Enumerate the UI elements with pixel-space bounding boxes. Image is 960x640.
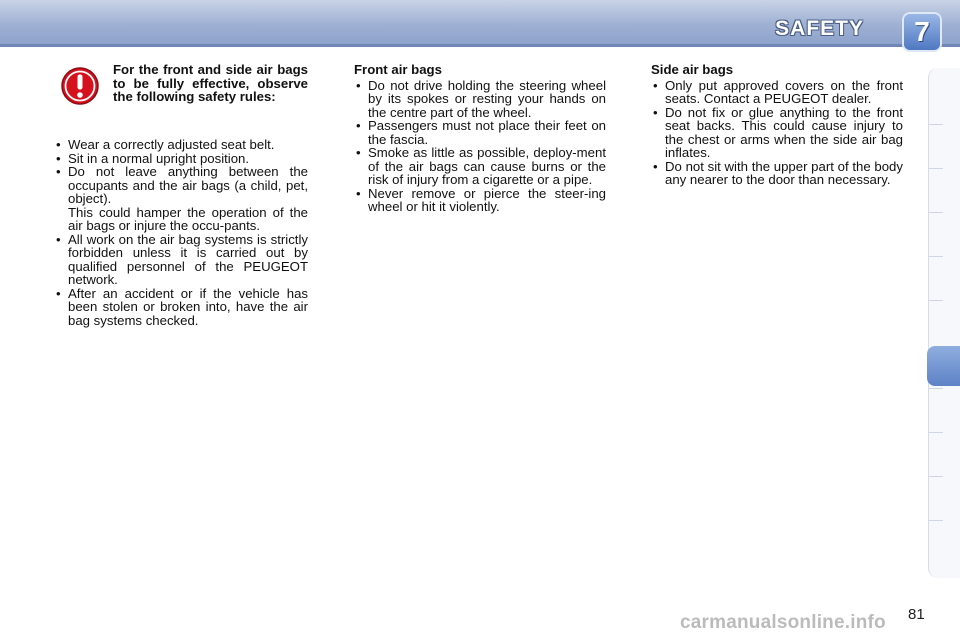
tab-divider: [929, 256, 943, 257]
safety-intro: For the front and side air bags to be fully effective, observe the following safety rules:: [113, 62, 308, 104]
tab-divider: [929, 124, 943, 125]
tab-divider: [929, 388, 943, 389]
tab-divider: [929, 432, 943, 433]
list-item: • Sit in a normal upright position.: [54, 152, 308, 166]
front-air-bags-column: [354, 63, 606, 214]
watermark: carmanualsonline.info: [680, 612, 886, 633]
tab-divider: [929, 476, 943, 477]
list-item: • Never remove or pierce the steer-ing wheel or hit it violently.: [354, 187, 606, 214]
page-title: SAFETY: [775, 17, 864, 40]
tab-divider: [929, 300, 943, 301]
general-rules-list: [54, 138, 308, 327]
list-item: • Do not fix or glue anything to the front seat backs. This could cause injury to the chest or arms when the side air bag inflates.: [651, 106, 903, 160]
list-item: • Smoke as little as possible, deploy-ment of the air bags can cause burns or the risk of injury from a cigarette or a pipe.: [354, 146, 606, 187]
list-item: • Do not leave anything between the occupants and the air bags (a child, pet, object). This could hamper the operation of the air bags or injure the occu-pants.: [54, 165, 308, 233]
list-item: • Only put approved covers on the front seats. Contact a PEUGEOT dealer.: [651, 79, 903, 106]
front-air-bags-list: [354, 79, 606, 214]
side-air-bags-column: [651, 63, 903, 187]
list-item: • Do not sit with the upper part of the body any nearer to the door than necessary.: [651, 160, 903, 187]
list-item: • Wear a correctly adjusted seat belt.: [54, 138, 308, 152]
exclamation-icon: [60, 66, 100, 106]
tab-divider: [929, 520, 943, 521]
chapter-tabs: [928, 68, 960, 578]
chapter-tab-active[interactable]: [927, 346, 960, 386]
list-item: • After an accident or if the vehicle has been stolen or broken into, have the air bag systems checked.: [54, 287, 308, 328]
general-rules-column: [54, 138, 308, 327]
rule-note: This could hamper the operation of the air bags or injure the occu-pants.: [68, 204, 308, 233]
side-air-bags-list: [651, 79, 903, 187]
list-item: • All work on the air bag systems is strictly forbidden unless it is carried out by qualified personnel of the PEUGEOT network.: [54, 233, 308, 287]
page-number: 81: [908, 606, 925, 623]
side-air-bags-heading: Side air bags: [651, 62, 734, 77]
tab-divider: [929, 168, 943, 169]
chapter-badge: 7: [904, 14, 940, 50]
tab-divider: [929, 212, 943, 213]
header-underline: [0, 44, 960, 47]
list-item: • Do not drive holding the steering wheel by its spokes or resting your hands on the centre part of the wheel.: [354, 79, 606, 120]
list-item: • Passengers must not place their feet on the fascia.: [354, 119, 606, 146]
front-air-bags-heading: Front air bags: [354, 62, 442, 77]
